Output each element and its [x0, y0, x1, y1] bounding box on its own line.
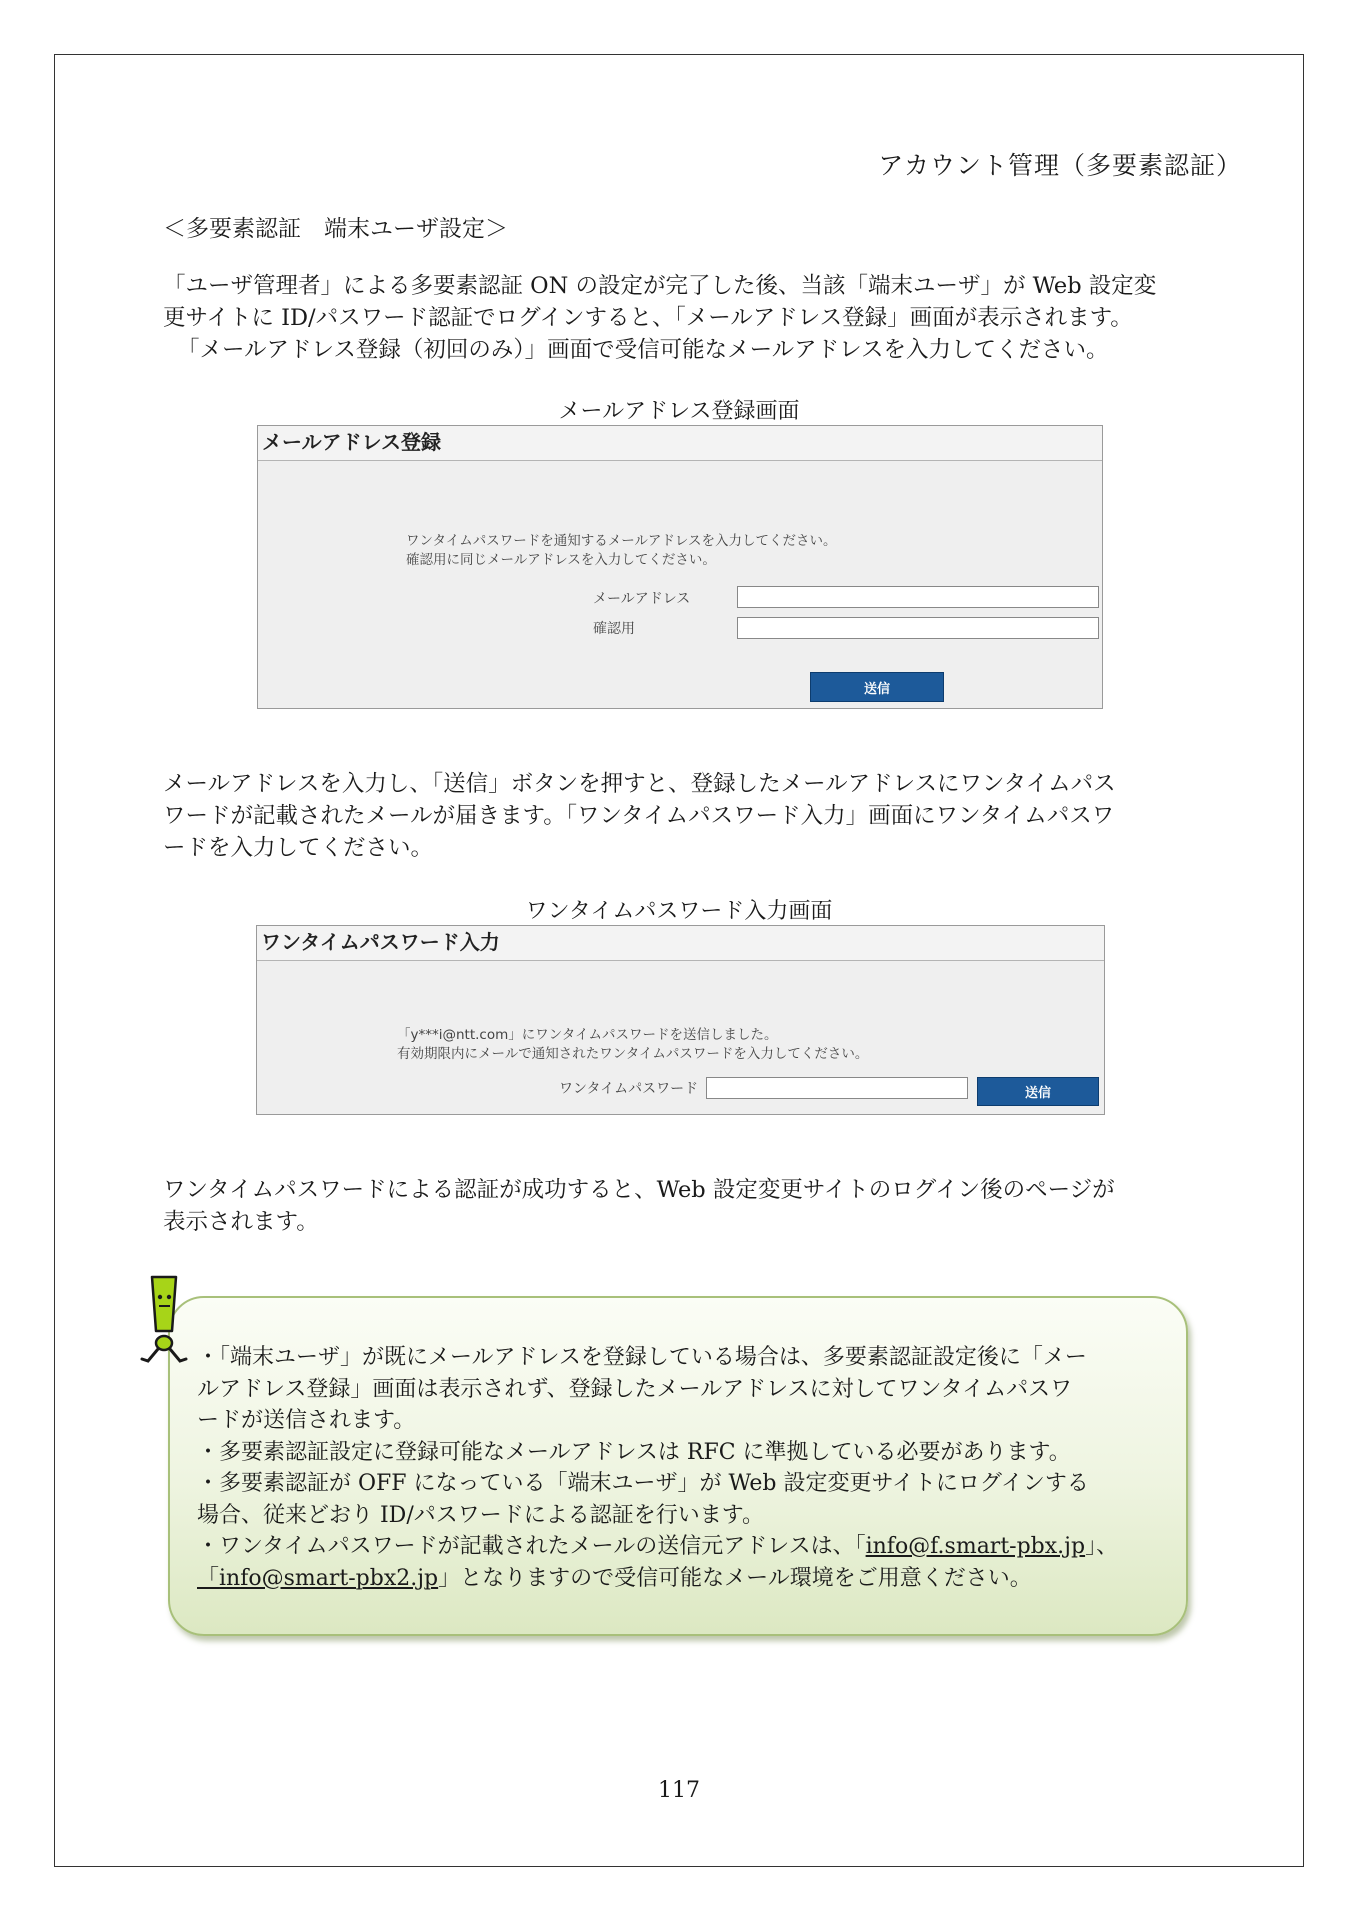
intro-line: 「メールアドレス登録（初回のみ）」画面で受信可能なメールアドレスを入力してください。 — [177, 337, 1109, 363]
note-content — [197, 1342, 1118, 1594]
sender-address-link-1[interactable]: info@f.smart-pbx.jp — [865, 1534, 1086, 1559]
otp-screen-title: ワンタイムパスワード入力 — [257, 926, 1104, 961]
otp-submit-button[interactable]: 送信 — [977, 1077, 1099, 1106]
note-line: ・多要素認証設定に登録可能なメールアドレスは RFC に準拠している必要があります。 — [197, 1439, 1071, 1465]
confirm-label: 確認用 — [593, 621, 635, 637]
note-line: 場合、従来どおり ID/パスワードによる認証を行います。 — [197, 1502, 764, 1528]
note-line: ・「端末ユーザ」が既にメールアドレスを登録している場合は、多要素認証設定後に「メー — [197, 1345, 1087, 1370]
email-registration-screen — [257, 425, 1103, 709]
intro-line: 「ユーザ管理者」による多要素認証 ON の設定が完了した後、当該「端末ユーザ」が Web 設定変 — [163, 273, 1157, 299]
note-sender-prefix: ・ワンタイムパスワードが記載されたメールの送信元アドレスは、「 — [197, 1534, 866, 1559]
email-instruction-line: ワンタイムパスワードを通知するメールアドレスを入力してください。 — [406, 533, 837, 549]
note-sender-line — [197, 1531, 1118, 1563]
result-line: ワンタイムパスワードによる認証が成功すると、Web 設定変更サイトのログイン後のページが — [163, 1177, 1115, 1203]
note-sender-mid: 」、 — [1085, 1534, 1119, 1559]
note-line: ードが送信されます。 — [197, 1408, 416, 1433]
exclamation-mascot-icon — [140, 1273, 200, 1373]
sender-address-link-2[interactable]: info@smart-pbx2.jp — [219, 1565, 439, 1591]
middle-line: メールアドレスを入力し、「送信」ボタンを押すと、登録したメールアドレスにワンタイムパス — [163, 771, 1116, 797]
otp-instruction-line: 「y***i@ntt.com」にワンタイムパスワードを送信しました。 — [397, 1027, 778, 1043]
note-sender-open: 「 — [197, 1565, 220, 1591]
otp-input-screen — [256, 925, 1105, 1115]
otp-label: ワンタイムパスワード — [559, 1081, 699, 1097]
email-screen-title: メールアドレス登録 — [258, 426, 1102, 461]
note-sender-suffix: 」となりますので受信可能なメール環境をご用意ください。 — [438, 1565, 1032, 1591]
result-paragraph — [163, 1174, 1213, 1238]
email-instruction-line: 確認用に同じメールアドレスを入力してください。 — [406, 552, 716, 568]
page-header-title: アカウント管理（多要素認証） — [878, 151, 1242, 180]
middle-paragraph — [163, 768, 1213, 864]
email-screen-caption: メールアドレス登録画面 — [558, 399, 800, 424]
intro-line: 更サイトに ID/パスワード認証でログインすると、「メールアドレス登録」画面が表示されます。 — [163, 305, 1133, 331]
note-line: ルアドレス登録」画面は表示されず、登録したメールアドレスに対してワンタイムパスワ — [197, 1376, 1073, 1402]
email-input[interactable] — [737, 586, 1099, 608]
note-sender-line-2 — [197, 1563, 1118, 1595]
otp-instruction-line: 有効期限内にメールで通知されたワンタイムパスワードを入力してください。 — [397, 1046, 869, 1062]
result-line: 表示されます。 — [163, 1209, 319, 1235]
intro-paragraph — [163, 270, 1213, 366]
otp-screen-caption: ワンタイムパスワード入力画面 — [525, 899, 833, 924]
page-number: 117 — [658, 1778, 700, 1803]
note-line: ・多要素認証が OFF になっている「端末ユーザ」が Web 設定変更サイトにログインする — [197, 1471, 1089, 1496]
email-submit-button[interactable]: 送信 — [810, 672, 944, 702]
email-label: メールアドレス — [593, 591, 691, 607]
middle-line: ワードが記載されたメールが届きます。「ワンタイムパスワード入力」画面にワンタイムパスワ — [163, 803, 1115, 829]
middle-line: ードを入力してください。 — [163, 835, 434, 861]
otp-input[interactable] — [706, 1077, 968, 1099]
confirm-email-input[interactable] — [737, 617, 1099, 639]
note-box — [168, 1296, 1188, 1636]
section-heading: ＜多要素認証 端末ユーザ設定＞ — [163, 216, 508, 242]
